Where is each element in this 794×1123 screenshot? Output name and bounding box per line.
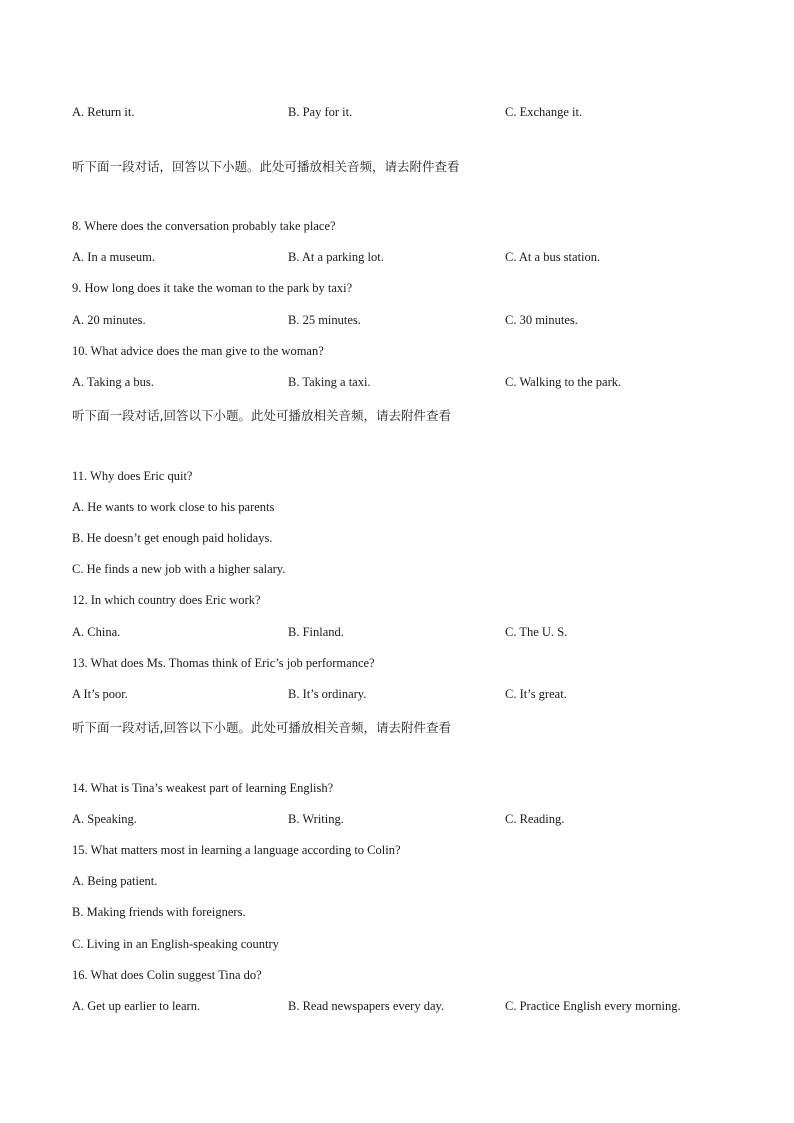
- option-b: B. It’s ordinary.: [288, 687, 367, 701]
- option-c: C. Living in an English-speaking country: [72, 937, 279, 951]
- option-c: C. Reading.: [505, 812, 565, 826]
- question-9: 9. How long does it take the woman to the park by taxi?: [72, 281, 353, 295]
- option-a: A. 20 minutes.: [72, 313, 146, 327]
- option-b: B. 25 minutes.: [288, 313, 361, 327]
- option-c: C. The U. S.: [505, 625, 568, 639]
- option-c: C. Walking to the park.: [505, 375, 622, 389]
- option-a: A. In a museum.: [72, 250, 155, 264]
- option-a: A. Get up earlier to learn.: [72, 999, 201, 1013]
- question-14: 14. What is Tina’s weakest part of learning English?: [72, 781, 334, 795]
- option-c: C. It’s great.: [505, 687, 567, 701]
- option-b: B. Finland.: [288, 625, 344, 639]
- option-a: A. Speaking.: [72, 812, 137, 826]
- option-a: A. China.: [72, 625, 121, 639]
- option-a: A. Return it.: [72, 105, 135, 119]
- question-12: 12. In which country does Eric work?: [72, 593, 261, 607]
- audio-note: 听下面一段对话,回答以下小题。此处可播放相关音频，请去附件查看: [72, 408, 451, 423]
- audio-note: 听下面一段对话，回答以下小题。此处可播放相关音频，请去附件查看: [72, 159, 460, 174]
- question-8: 8. Where does the conversation probably take place?: [72, 219, 336, 233]
- option-b: B. Pay for it.: [288, 105, 353, 119]
- option-a: A. He wants to work close to his parents: [72, 500, 275, 514]
- option-b: B. At a parking lot.: [288, 250, 384, 264]
- question-10: 10. What advice does the man give to the woman?: [72, 344, 324, 358]
- option-b: B. Making friends with foreigners.: [72, 905, 246, 919]
- option-c: C. Exchange it.: [505, 105, 583, 119]
- question-13: 13. What does Ms. Thomas think of Eric’s job performance?: [72, 656, 375, 670]
- option-c: C. He finds a new job with a higher salary.: [72, 562, 286, 576]
- option-b: B. He doesn’t get enough paid holidays.: [72, 531, 273, 545]
- option-a: A. Being patient.: [72, 874, 158, 888]
- option-b: B. Taking a taxi.: [288, 375, 371, 389]
- audio-note: 听下面一段对话,回答以下小题。此处可播放相关音频，请去附件查看: [72, 720, 451, 735]
- option-b: B. Writing.: [288, 812, 344, 826]
- option-c: C. Practice English every morning.: [505, 999, 681, 1013]
- option-c: C. At a bus station.: [505, 250, 601, 264]
- question-15: 15. What matters most in learning a language according to Colin?: [72, 843, 401, 857]
- option-b: B. Read newspapers every day.: [288, 999, 445, 1013]
- option-c: C. 30 minutes.: [505, 313, 578, 327]
- question-16: 16. What does Colin suggest Tina do?: [72, 968, 262, 982]
- option-a: A. Taking a bus.: [72, 375, 154, 389]
- option-a: A It’s poor.: [72, 687, 128, 701]
- question-11: 11. Why does Eric quit?: [72, 469, 193, 483]
